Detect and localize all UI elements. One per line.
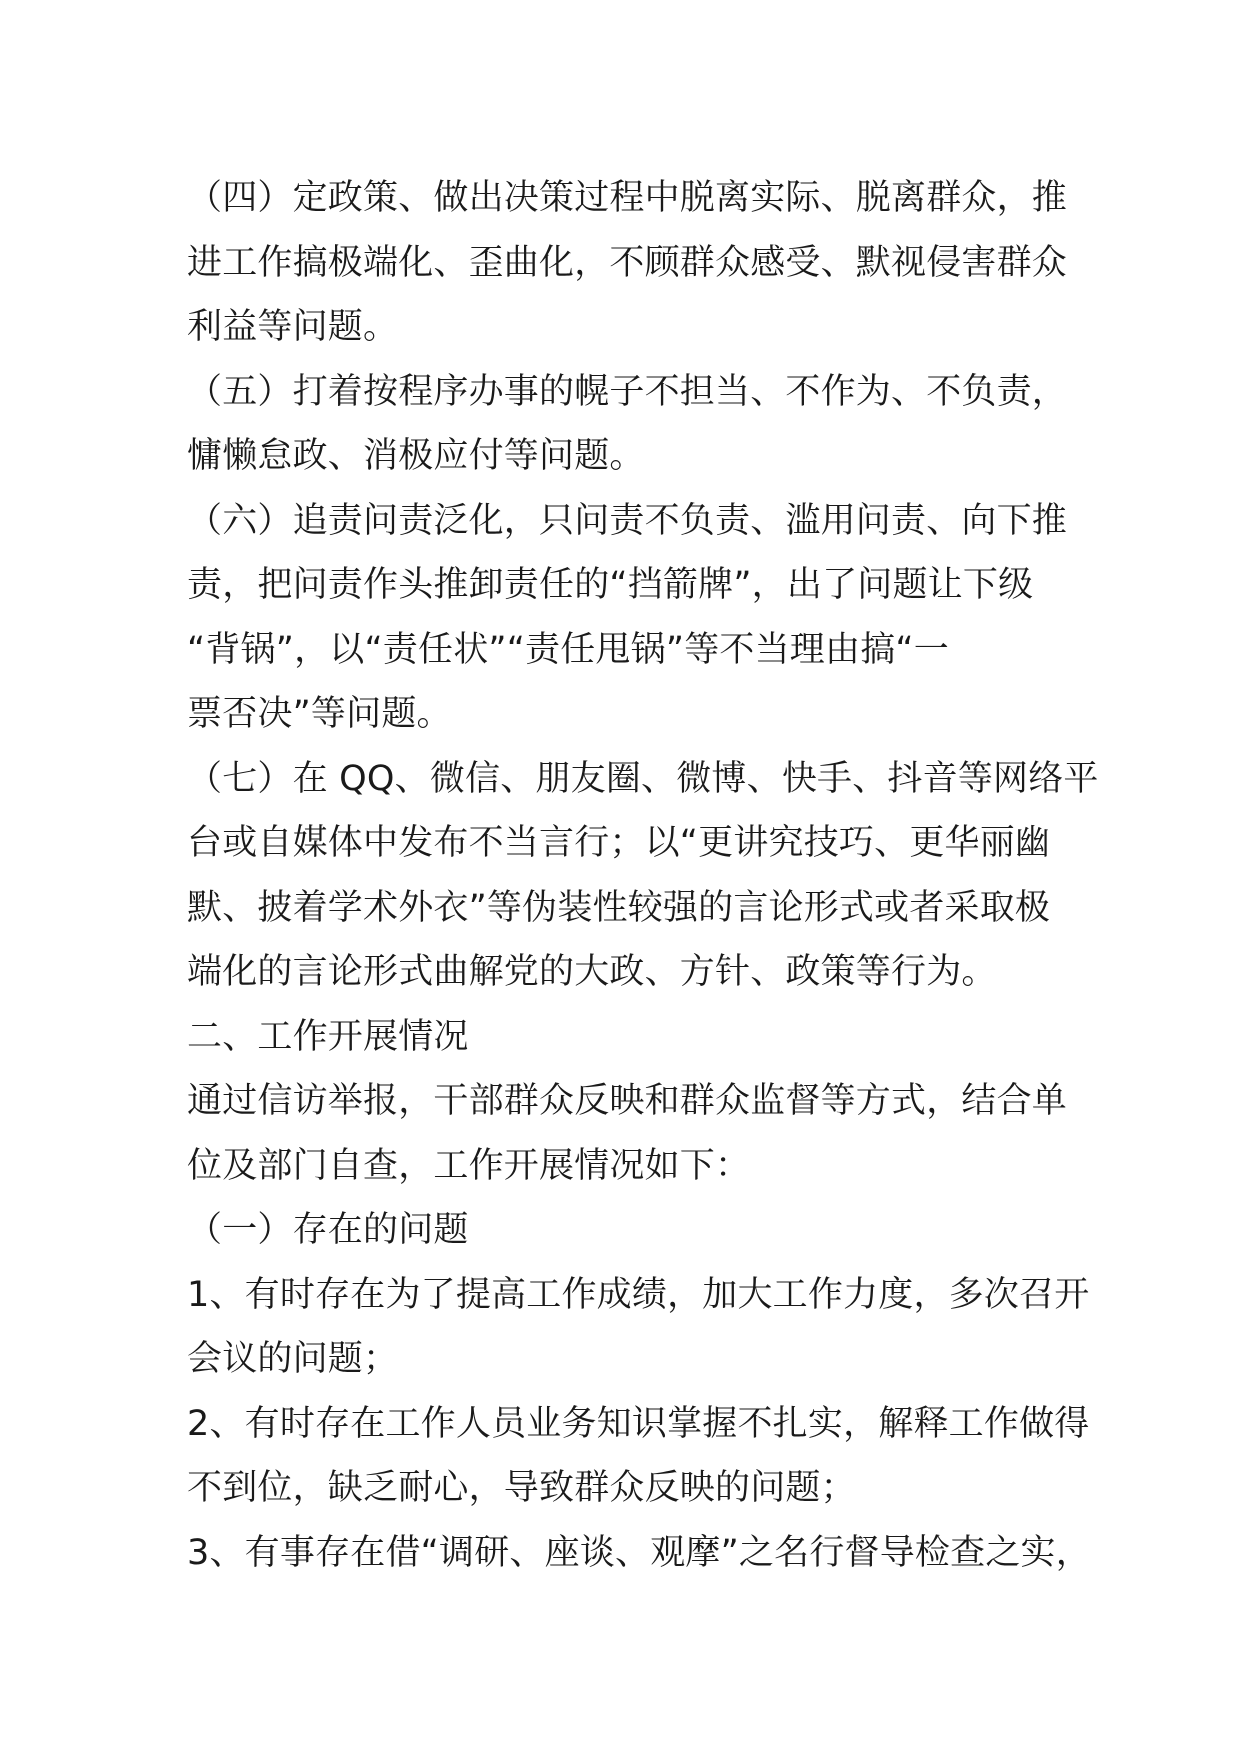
text-line: 会议的问题； — [187, 1339, 399, 1379]
text-line: 责，把问责作头推卸责任的“挡箭牌”，出了问题让下级 — [187, 565, 1034, 605]
text-line: （五）打着按程序办事的幌子不担当、不作为、不负责， — [187, 371, 1068, 412]
text-line: （四）定政策、做出决策过程中脱离实际、脱离群众，推 — [187, 178, 1068, 218]
text-line: 位及部门自查，工作开展情况如下： — [187, 1145, 751, 1186]
document-body — [187, 166, 1099, 1585]
text-line: 端化的言论形式曲解党的大政、方针、政策等行为。 — [187, 952, 997, 992]
text-line: 利益等问题。 — [187, 307, 399, 347]
text-line: 3、有事存在借“调研、座谈、观摩”之名行督导检查之实， — [187, 1532, 1091, 1573]
text-line: 不到位，缺乏耐心，导致群众反映的问题； — [187, 1468, 856, 1508]
section-heading: 二、工作开展情况 — [187, 1016, 469, 1057]
text-line: （七）在 QQ、微信、朋友圈、微博、快手、抖音等网络平 — [187, 758, 1099, 799]
text-line: 台或自媒体中发布不当言行；以“更讲究技巧、更华丽幽 — [187, 823, 1051, 863]
subsection-heading: （一）存在的问题 — [187, 1210, 469, 1250]
text-line: 慵懒怠政、消极应付等问题。 — [187, 436, 645, 476]
text-line: 2、有时存在工作人员业务知识掌握不扎实，解释工作做得 — [187, 1403, 1090, 1444]
text-line: 票否决”等问题。 — [187, 694, 452, 734]
text-line: 默、披着学术外衣”等伪装性较强的言论形式或者采取极 — [187, 887, 1051, 928]
text-line: 1、有时存在为了提高工作成绩，加大工作力度，多次召开 — [187, 1274, 1090, 1315]
text-line: （六）追责问责泛化，只问责不负责、滥用问责、向下推 — [187, 500, 1068, 541]
text-line: “背锅”，以“责任状”“责任甩锅”等不当理由搞“一 — [187, 629, 949, 670]
text-line: 进工作搞极端化、歪曲化，不顾群众感受、默视侵害群众 — [187, 242, 1068, 283]
text-line: 通过信访举报，干部群众反映和群众监督等方式，结合单 — [187, 1081, 1068, 1121]
